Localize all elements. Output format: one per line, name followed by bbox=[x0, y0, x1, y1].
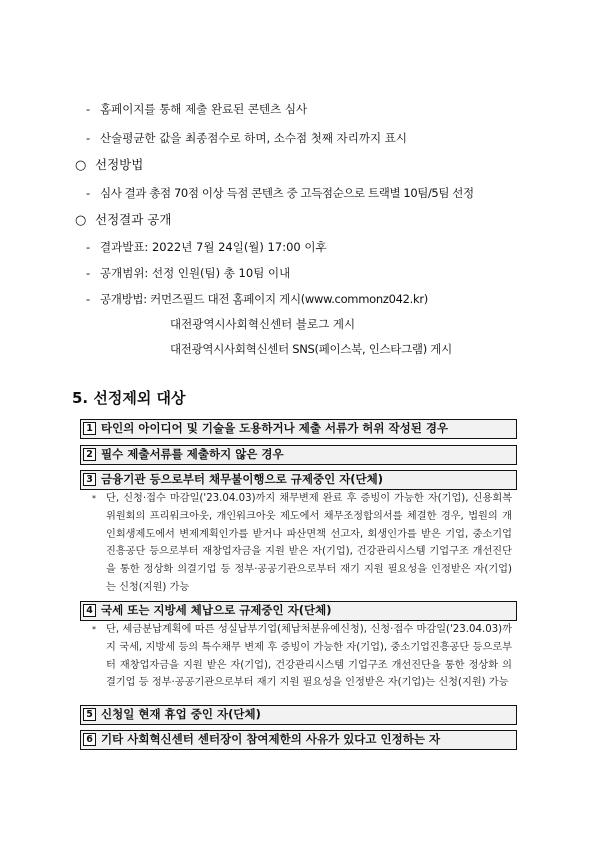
review-item-submitted-content: - 홈페이지를 통해 제출 완료된 콘텐츠 심사 bbox=[86, 102, 308, 116]
exclusion-box-4: 4 국세 또는 지방세 체납으로 규제중인 자(단체) bbox=[80, 601, 517, 621]
exclusion-note-4: * 단, 세금분납계획에 따른 성실납부기업(체납처분유예신청), 신청·접수 마감일('23.04.03)까지 국세, 지방세 등의 특수채무 변제 후 증빙이 가능한 자(기업), 중소기업진흥공단 등으로부터 재창업자금을 지원 받은 자(기업), 건강관리시스템 기업구조 개선진단을 통한 정상화 의결기업 등 정부·공공기관으로부터 재기 지원 필요성을 인정받은 자(기업)는 신청(지원) 가능 bbox=[92, 621, 512, 692]
exclusion-number: 1 bbox=[83, 422, 96, 435]
result-method-blog: 대전광역시사회혁신센터 블로그 게시 bbox=[170, 317, 356, 331]
exclusion-number: 5 bbox=[83, 708, 96, 721]
exclusion-number: 2 bbox=[83, 448, 96, 461]
result-disclosure-scope: - 공개범위: 선정 인원(팀) 총 10팀 이내 bbox=[86, 266, 291, 280]
selection-method-item: - 심사 결과 총점 70점 이상 득점 콘텐츠 중 고득점순으로 트랙별 10팀/5팀 선정 bbox=[86, 186, 474, 200]
result-disclosure-method: - 공개방법: 커먼즈필드 대전 홈페이지 게시(www.commonz042.kr) bbox=[86, 292, 428, 306]
exclusion-note-3: * 단, 신청·접수 마감일('23.04.03)까지 채무변제 완료 후 증빙이 가능한 자(기업), 신용회복위원회의 프리워크아웃, 개인워크아웃 제도에서 채무조정합의서를 체결한 경우, 법원의 개인회생제도에서 변제계획인가를 받거나 파산면책 선고자, 회생인가를 받은 기업, 중소기업진흥공단 등으로부터 재창업자금을 지원 받은 자(기업), 건강관리시스템 기업구조 개선진단을 통한 정상화 의결기업 등 정부·공공기관으로부터 재기 지원 필요성을 인정받은 자(기업)는 신청(지원) 가능 bbox=[92, 490, 512, 597]
section-title: 5. 선정제외 대상 bbox=[72, 389, 186, 407]
review-item-average-score: - 산술평균한 값을 최종점수로 하며, 소수점 첫째 자리까지 표시 bbox=[86, 131, 407, 145]
exclusion-number: 3 bbox=[83, 473, 96, 486]
selection-result-heading: ○ 선정결과 공개 bbox=[75, 212, 172, 228]
exclusion-box-5: 5 신청일 현재 휴업 중인 자(단체) bbox=[80, 705, 517, 725]
note-star: * bbox=[92, 494, 96, 503]
exclusion-box-6: 6 기타 사회혁신센터 센터장이 참여제한의 사유가 있다고 인정하는 자 bbox=[80, 730, 517, 750]
exclusion-box-1: 1 타인의 아이디어 및 기술을 도용하거나 제출 서류가 허위 작성된 경우 bbox=[80, 419, 517, 439]
exclusion-box-3: 3 금융기관 등으로부터 채무불이행으로 규제중인 자(단체) bbox=[80, 470, 517, 490]
exclusion-box-2: 2 필수 제출서류를 제출하지 않은 경우 bbox=[80, 445, 517, 465]
result-method-sns: 대전광역시사회혁신센터 SNS(페이스북, 인스타그램) 게시 bbox=[170, 342, 452, 356]
exclusion-number: 6 bbox=[83, 733, 96, 746]
selection-method-heading: ○ 선정방법 bbox=[75, 157, 144, 173]
result-announcement-date: - 결과발표: 2022년 7월 24일(월) 17:00 이후 bbox=[86, 240, 327, 254]
note-star: * bbox=[92, 625, 96, 634]
exclusion-number: 4 bbox=[83, 604, 96, 617]
